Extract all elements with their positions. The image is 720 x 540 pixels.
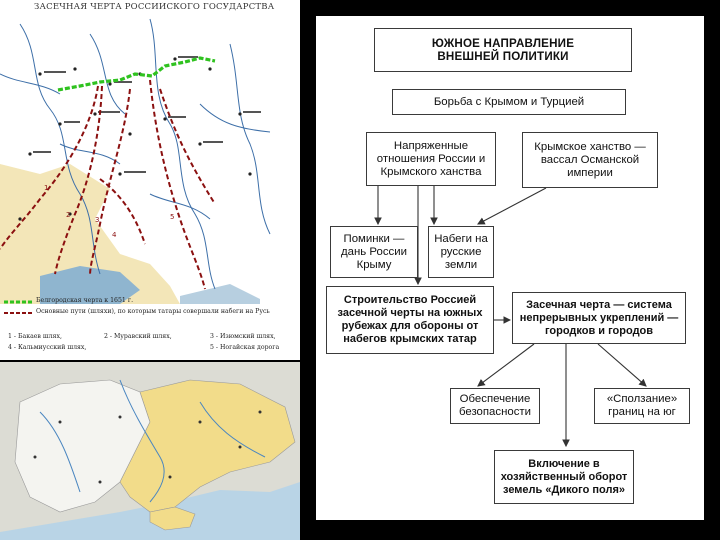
legend-red-route (4, 310, 32, 316)
zasechnaya-box: Засечная черта — система непрерывных укреплений — городков и городов (512, 292, 686, 344)
modern-map-drawing (0, 362, 300, 540)
legend-route-4: 4 - Кальмиусский шлях, (8, 344, 87, 351)
svg-text:3: 3 (95, 216, 100, 224)
legend-route-5: 5 - Ногайская дорога (210, 344, 280, 351)
legend-routes: Основные пути (шляхи), по которым татары совершали набеги на Русь (36, 308, 270, 315)
crimean-khanate-box: Крымское ханство — вассал Османской империи (522, 132, 658, 188)
legend-belgorod: Белгородская черта к 1651 г. (36, 297, 134, 304)
legend-route-1: 1 - Бакаев шлях, (8, 333, 62, 340)
belgorod-line (58, 58, 215, 90)
tense-relations-box: Напряженные отношения России и Крымского ханства (366, 132, 496, 186)
map-title: ЗАСЕЧНАЯ ЧЕРТА РОССИЙСКОГО ГОСУДАРСТВА (34, 2, 275, 12)
svg-text:4: 4 (112, 231, 117, 239)
svg-text:1: 1 (44, 184, 49, 192)
struggle-box: Борьба с Крымом и Турцией (392, 89, 626, 115)
tribute-box: Поминки — дань России Крыму (330, 226, 418, 278)
map-drawing (0, 14, 300, 304)
svg-text:2: 2 (66, 211, 71, 219)
sliding-box: «Сползание» границ на юг (594, 388, 690, 424)
inclusion-box: Включение в хозяйственный оборот земель «Дикого поля» (494, 450, 634, 504)
sea-area-2 (180, 284, 260, 304)
scheme-panel (316, 16, 704, 520)
raids-box: Набеги на русские земли (428, 226, 494, 278)
historical-map (0, 0, 300, 360)
svg-text:5: 5 (170, 213, 175, 221)
legend-route-3: 3 - Изюмский шлях, (210, 333, 276, 340)
legend-green-line (4, 299, 32, 305)
map-lettering (33, 56, 261, 173)
modern-map (0, 362, 300, 540)
security-box: Обеспечение безопасности (450, 388, 540, 424)
legend-route-2: 2 - Муравский шлях, (104, 333, 172, 340)
construction-box: Строительство Россией засечной черты на южных рубежах для обороны от набегов крымских татар (326, 286, 494, 354)
scheme-title: ЮЖНОЕ НАПРАВЛЕНИЕ ВНЕШНЕЙ ПОЛИТИКИ (374, 28, 632, 72)
